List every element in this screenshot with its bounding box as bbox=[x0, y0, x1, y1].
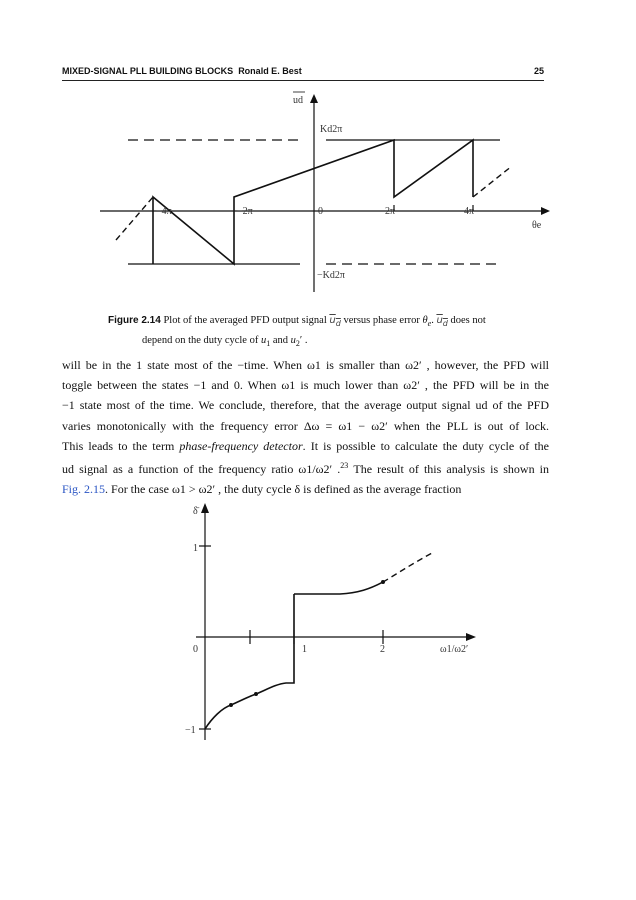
term-phase-frequency-detector: phase-frequency detector bbox=[179, 438, 303, 453]
y-axis-arrow-icon bbox=[201, 503, 209, 513]
tick-4pi: 4π bbox=[464, 206, 475, 217]
tick-2pi: 2π bbox=[385, 206, 396, 217]
x-axis-arrow-icon bbox=[541, 207, 550, 215]
tick-zero: 0 bbox=[318, 206, 323, 217]
tick-minus-4pi: −4π bbox=[156, 206, 172, 217]
fig215-x-label: ω1/ω2′ bbox=[440, 644, 469, 655]
author-name: Ronald E. Best bbox=[238, 66, 302, 76]
figure-2-14-caption: Figure 2.14 Plot of the averaged PFD output signal $u_d$ versus phase error $\theta_e$. $u_d$ does not depend on the duty cycle of $u_1$ and $u_2'$ . bbox=[108, 315, 486, 349]
caption-part4: depend on the duty cycle of bbox=[142, 335, 259, 347]
caption-part1: Plot of the averaged PFD output signal bbox=[163, 315, 327, 326]
lower-level-label: −Kd2π bbox=[317, 270, 345, 281]
delta-curve-upper bbox=[294, 582, 383, 594]
y-tick-1: 1 bbox=[193, 543, 198, 554]
fig214-y-label: ud bbox=[293, 95, 303, 106]
paragraph-line: will be in the 1 state most of the −time. When ω1 is smaller than ω2′ , however, the PFD will bbox=[62, 358, 549, 372]
x-axis-arrow-icon bbox=[466, 633, 476, 641]
delta-curve-extension bbox=[383, 553, 432, 582]
caption-part3: does not bbox=[450, 315, 486, 326]
x-tick-1: 1 bbox=[302, 644, 307, 655]
paragraph-line: Fig. 2.15. For the case ω1 > ω2′ , the duty cycle δ is defined as the average fraction bbox=[62, 482, 462, 497]
x-tick-2: 2 bbox=[380, 644, 385, 655]
caption-part2: versus phase error bbox=[343, 315, 420, 326]
curve-point bbox=[254, 692, 258, 696]
fig-2-15-link[interactable]: Fig. 2.15 bbox=[62, 482, 106, 497]
paragraph-line: −1 state most of the time. We conclude, therefore, that the average output signal ud of the PFD bbox=[62, 398, 549, 413]
curve-point bbox=[381, 580, 385, 584]
y-axis-arrow-icon bbox=[310, 94, 318, 103]
running-header bbox=[62, 64, 544, 81]
caption-part5: and bbox=[272, 335, 289, 347]
sawtooth-curve bbox=[153, 140, 473, 264]
sawtooth-right-extension bbox=[473, 166, 512, 197]
running-title: MIXED-SIGNAL PLL BUILDING BLOCKS Ronald E. Best bbox=[62, 66, 302, 76]
page-number: 25 bbox=[533, 66, 544, 76]
sawtooth-left-extension bbox=[116, 197, 153, 240]
delta-curve-lower bbox=[205, 594, 294, 729]
fig214-x-label: θe bbox=[532, 220, 542, 231]
paragraph-line: varies monotonically with the frequency error Δω = ω1 − ω2′ when the PLL is out of lock. bbox=[62, 418, 549, 433]
y-tick-minus-1: −1 bbox=[185, 725, 196, 736]
paragraph-line: This leads to the term phase-frequency detector. It is possible to calculate the duty cycle of the bbox=[62, 438, 549, 453]
upper-level-label: Kd2π bbox=[320, 124, 343, 135]
paragraph-line: ud signal as a function of the frequency ratio ω1/ω2′ .$^{23}$ The result of this analysis is shown in bbox=[62, 461, 550, 477]
reference-23[interactable]: 23 bbox=[340, 461, 349, 471]
paragraph-line: toggle between the states −1 and 0. When ω1 is much lower than ω2′ , the PFD will be in the bbox=[62, 378, 549, 393]
y-tick-0: 0 bbox=[193, 644, 198, 655]
fig215-y-label: δ̄ bbox=[193, 506, 198, 517]
caption-label: Figure 2.14 bbox=[108, 315, 161, 326]
body-paragraph bbox=[62, 355, 549, 499]
tick-minus-2pi: −2π bbox=[237, 206, 253, 217]
curve-point bbox=[229, 703, 233, 707]
